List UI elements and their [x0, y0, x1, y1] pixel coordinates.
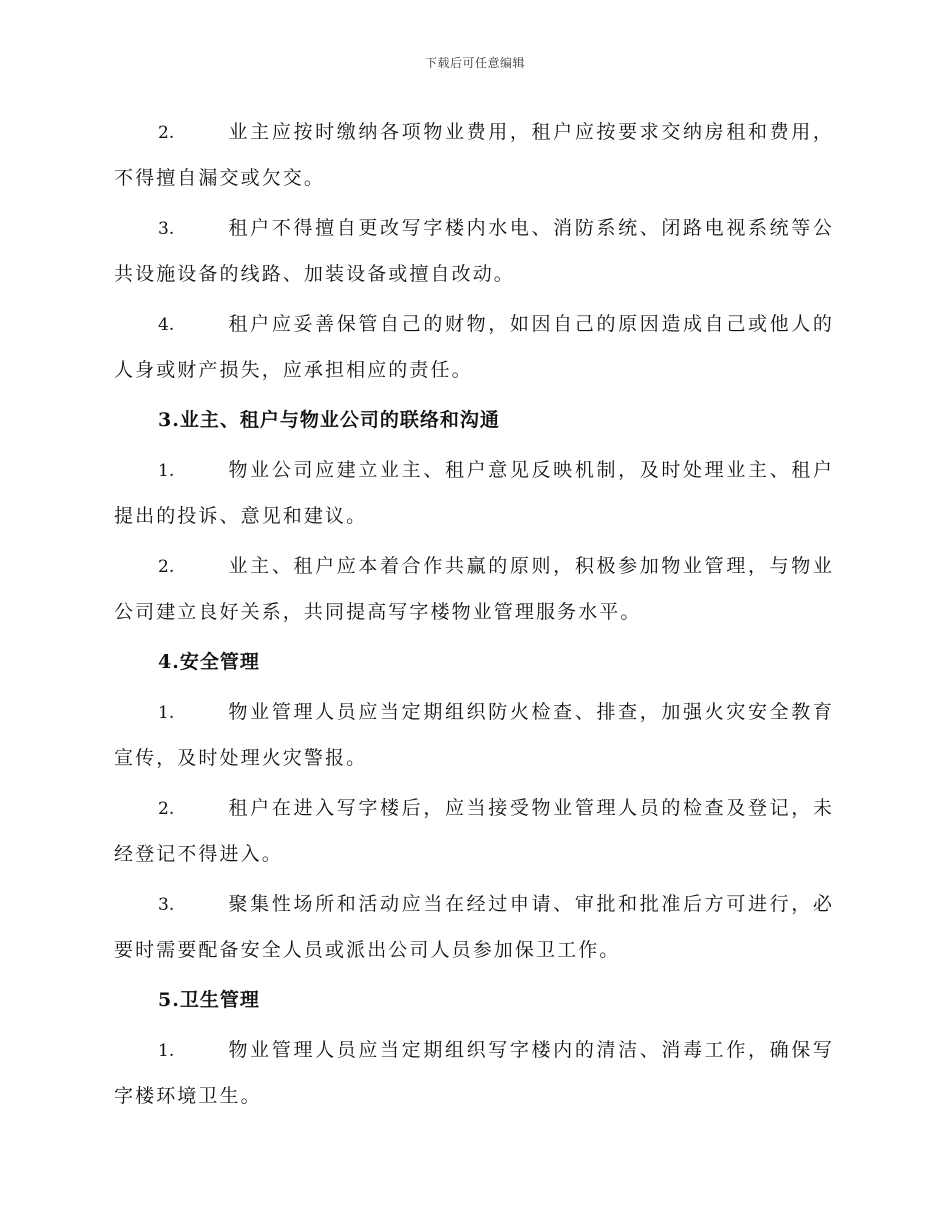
item-text: 租户应妥善保管自己的财物，如因自己的原因造成自己或他人的人身或财产损失，应承担相应的责任。: [114, 313, 834, 381]
item-number: 2.: [158, 123, 175, 143]
item-number: 2.: [158, 557, 175, 577]
item-number: 1.: [158, 1041, 175, 1061]
item-text: 租户在进入写字楼后，应当接受物业管理人员的检查及登记，未经登记不得进入。: [114, 797, 834, 865]
item-number: 3.: [158, 895, 175, 915]
item-number: 2.: [158, 799, 175, 819]
item-text: 聚集性场所和活动应当在经过申请、审批和批准后方可进行，必要时需要配备安全人员或派出公司人员参加保卫工作。: [114, 893, 834, 961]
item-text: 物业公司应建立业主、租户意见反映机制，及时处理业主、租户提出的投诉、意见和建议。: [114, 459, 834, 527]
list-item: [114, 544, 834, 635]
list-item: [114, 302, 834, 393]
item-text: 物业管理人员应当定期组织写字楼内的清洁、消毒工作，确保写字楼环境卫生。: [114, 1039, 834, 1107]
section-heading: 4.安全管理: [158, 651, 260, 673]
list-item: [114, 110, 834, 201]
list-item: [114, 206, 834, 297]
section-heading: 3.业主、租户与物业公司的联络和沟通: [158, 409, 500, 431]
item-number: 3.: [158, 219, 175, 239]
item-text: 业主应按时缴纳各项物业费用，租户应按要求交纳房租和费用，不得擅自漏交或欠交。: [114, 121, 834, 189]
item-text: 业主、租户应本着合作共赢的原则，积极参加物业管理，与物业公司建立良好关系，共同提高写字楼物业管理服务水平。: [114, 555, 834, 623]
item-text: 物业管理人员应当定期组织防火检查、排查，加强火灾安全教育宣传，及时处理火灾警报。: [114, 701, 834, 769]
list-item: [114, 448, 834, 539]
document-body: [114, 110, 834, 1124]
list-item: [114, 1028, 834, 1119]
item-number: 1.: [158, 703, 175, 723]
list-item: [114, 882, 834, 973]
section-heading: 5.卫生管理: [158, 989, 260, 1011]
page-header: 下载后可任意编辑: [424, 56, 525, 70]
list-item: [114, 690, 834, 781]
item-number: 4.: [158, 315, 175, 335]
item-number: 1.: [158, 461, 175, 481]
list-item: [114, 786, 834, 877]
item-text: 租户不得擅自更改写字楼内水电、消防系统、闭路电视系统等公共设施设备的线路、加装设备或擅自改动。: [114, 217, 834, 285]
